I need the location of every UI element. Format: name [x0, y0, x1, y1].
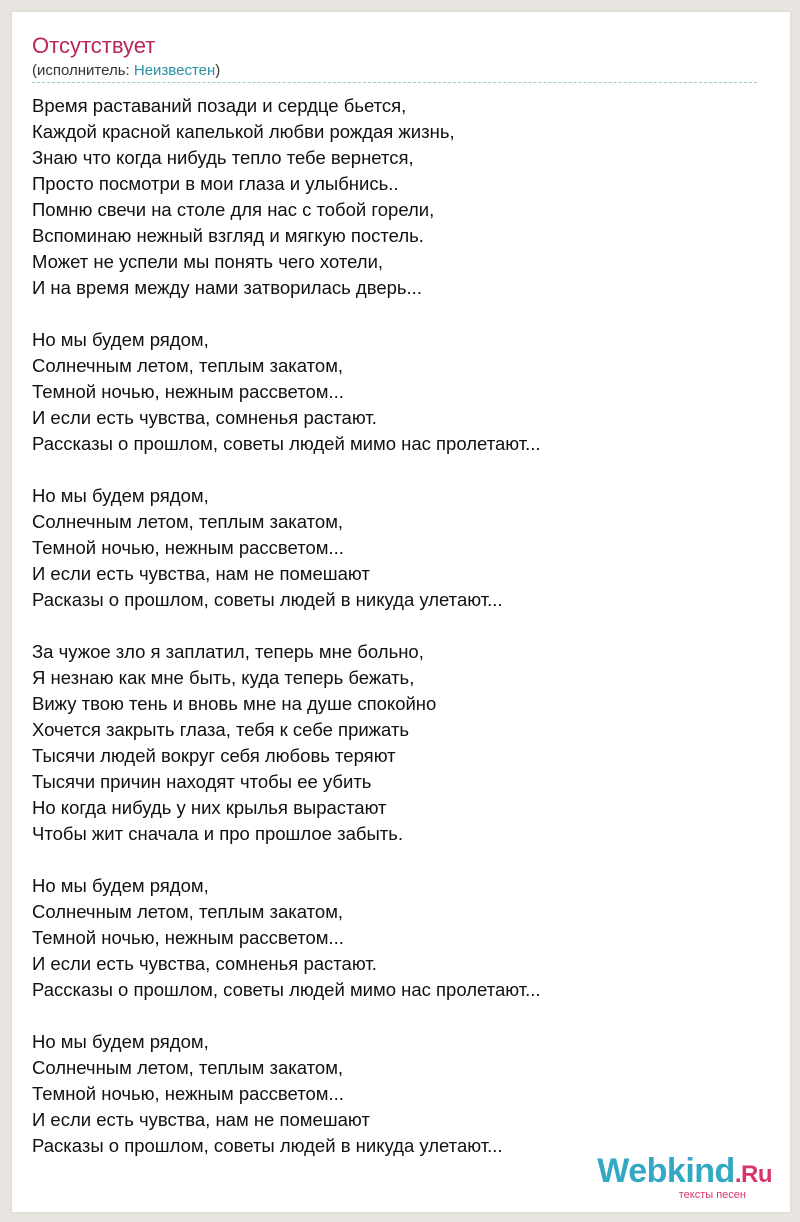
- lyric-line: Рассказы о прошлом, советы людей мимо нас пролетают...: [32, 433, 541, 454]
- lyric-line: За чужое зло я заплатил, теперь мне больно,: [32, 641, 424, 662]
- lyric-line: Вспоминаю нежный взгляд и мягкую постель.: [32, 225, 424, 246]
- lyric-line: Но мы будем рядом,: [32, 875, 209, 896]
- lyric-line: И на время между нами затворилась дверь...: [32, 277, 422, 298]
- lyric-line: Но мы будем рядом,: [32, 329, 209, 350]
- logo-tld: .Ru: [734, 1161, 772, 1188]
- lyric-line: Солнечным летом, теплым закатом,: [32, 1057, 344, 1078]
- lyrics-body: [32, 93, 762, 1159]
- lyric-line: И если есть чувства, сомненья растают.: [32, 953, 377, 974]
- performer-suffix: ): [215, 62, 221, 79]
- stanza-break: [32, 1003, 762, 1029]
- lyric-line: Солнечным летом, теплым закатом,: [32, 511, 344, 532]
- logo-wordmark: [597, 1154, 772, 1192]
- lyric-line: Каждой красной капелькой любви рождая жизнь,: [32, 121, 455, 142]
- lyric-line: И если есть чувства, нам не помешают: [32, 563, 370, 584]
- stanza-break: [32, 613, 762, 639]
- performer-line: [32, 62, 220, 80]
- lyric-line: Расказы о прошлом, советы людей в никуда улетают...: [32, 589, 503, 610]
- lyric-line: Темной ночью, нежным рассветом...: [32, 1083, 344, 1104]
- performer-link[interactable]: Неизвестен: [133, 62, 216, 79]
- stanza-break: [32, 301, 762, 327]
- lyric-line: И если есть чувства, сомненья растают.: [32, 407, 377, 428]
- lyric-line: Темной ночью, нежным рассветом...: [32, 381, 344, 402]
- logo-tagline: тексты песен: [678, 1189, 746, 1201]
- lyric-line: Расказы о прошлом, советы людей в никуда улетают...: [32, 1135, 503, 1156]
- song-title: Отсутствует: [32, 33, 156, 58]
- lyric-line: Но мы будем рядом,: [32, 485, 209, 506]
- lyric-line: Тысячи людей вокруг себя любовь теряют: [32, 745, 396, 766]
- lyric-line: Чтобы жит сначала и про прошлое забыть.: [32, 823, 404, 844]
- lyric-line: Я незнаю как мне быть, куда теперь бежать,: [32, 667, 415, 688]
- lyric-line: И если есть чувства, нам не помешают: [32, 1109, 370, 1130]
- stanza-break: [32, 847, 762, 873]
- stanza-break: [32, 457, 762, 483]
- logo-name: Webkind: [597, 1152, 735, 1190]
- lyric-line: Просто посмотри в мои глаза и улыбнись..: [32, 173, 399, 194]
- lyric-line: Может не успели мы понять чего хотели,: [32, 251, 384, 272]
- header-divider: [32, 82, 757, 83]
- lyric-line: Солнечным летом, теплым закатом,: [32, 901, 344, 922]
- lyric-line: Вижу твою тень и вновь мне на душе спокойно: [32, 693, 437, 714]
- site-logo[interactable]: [597, 1154, 772, 1201]
- lyric-line: Знаю что когда нибудь тепло тебе вернется,: [32, 147, 414, 168]
- performer-prefix: (исполнитель:: [32, 62, 134, 79]
- lyric-line: Тысячи причин находят чтобы ее убить: [32, 771, 372, 792]
- lyric-line: Помню свечи на столе для нас с тобой горели,: [32, 199, 435, 220]
- lyric-line: Солнечным летом, теплым закатом,: [32, 355, 344, 376]
- lyric-line: Время раставаний позади и сердце бьется,: [32, 95, 407, 116]
- lyric-line: Темной ночью, нежным рассветом...: [32, 927, 344, 948]
- lyric-line: Хочется закрыть глаза, тебя к себе прижать: [32, 719, 410, 740]
- lyric-line: Рассказы о прошлом, советы людей мимо нас пролетают...: [32, 979, 541, 1000]
- lyric-line: Темной ночью, нежным рассветом...: [32, 537, 344, 558]
- lyric-line: Но когда нибудь у них крылья вырастают: [32, 797, 387, 818]
- lyric-line: Но мы будем рядом,: [32, 1031, 209, 1052]
